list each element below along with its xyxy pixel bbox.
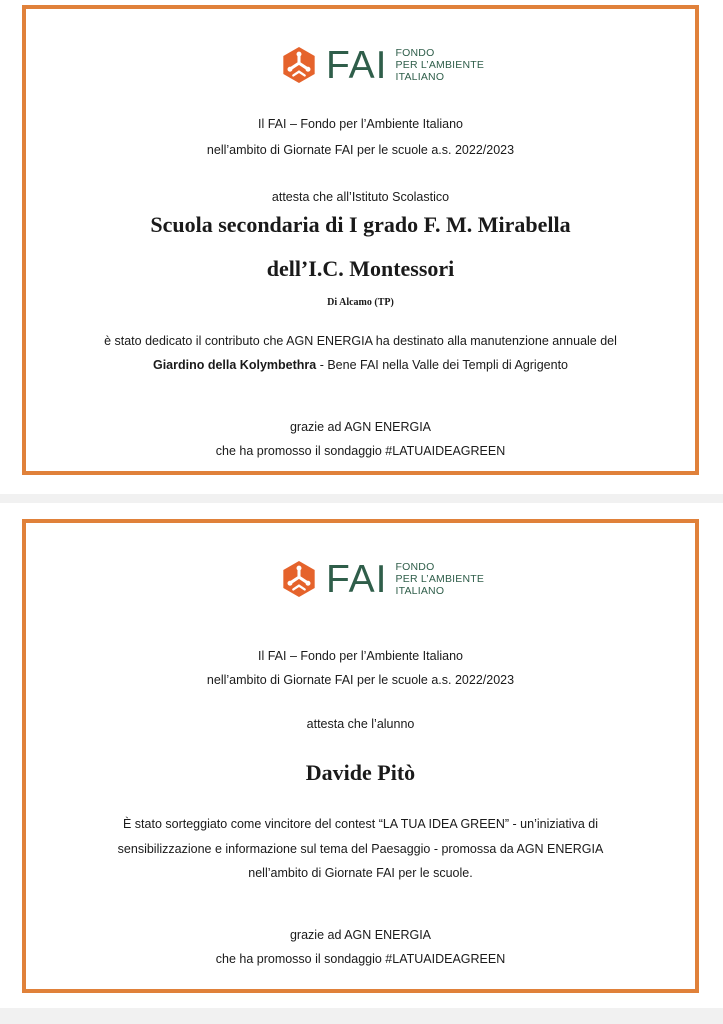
intro-line-1: Il FAI – Fondo per l’Ambiente Italiano	[258, 649, 463, 663]
school-name-line-2: dell’I.C. Montessori	[266, 256, 455, 281]
body-line-1: è stato dedicato il contributo che AGN ENERGIA ha destinato alla manutenzione annuale del	[104, 334, 617, 348]
attest-line: attesta che all’Istituto Scolastico	[271, 190, 450, 204]
certificate-frame	[22, 519, 699, 993]
fai-logo-subtitle	[396, 47, 485, 83]
fai-logo	[280, 557, 484, 601]
student-name: Davide Pitò	[305, 760, 416, 785]
fai-logo	[280, 43, 484, 87]
body-line-2	[26, 357, 695, 373]
fai-logo-subtitle	[396, 561, 485, 597]
fai-sub-line3: ITALIANO	[395, 585, 445, 597]
body-line-1: È stato sorteggiato come vincitore del contest “LA TUA IDEA GREEN” - un’iniziativa di	[123, 817, 598, 831]
body-line-2-rest: - Bene FAI nella Valle dei Templi di Agrigento	[316, 358, 568, 372]
certificate-page-school	[0, 0, 723, 494]
school-location: Di Alcamo (TP)	[327, 297, 394, 308]
thanks-line-2: che ha promosso il sondaggio #LATUAIDEAGREEN	[215, 444, 506, 458]
fai-sub-line3: ITALIANO	[395, 71, 445, 83]
attest-line: attesta che l’alunno	[306, 717, 415, 731]
fai-sub-line1: FONDO	[395, 47, 435, 59]
certificate-frame	[22, 5, 699, 475]
fai-logo-mark-icon	[280, 46, 318, 84]
fai-sub-line1: FONDO	[395, 561, 435, 573]
fai-wordmark: FAI	[326, 557, 388, 601]
body-line-3: nell’ambito di Giornate FAI per le scuole.	[248, 866, 473, 880]
fai-logo-mark-icon	[280, 560, 318, 598]
fai-sub-line2: PER L’AMBIENTE	[395, 59, 485, 71]
fai-sub-line2: PER L’AMBIENTE	[395, 573, 485, 585]
intro-line-1: Il FAI – Fondo per l’Ambiente Italiano	[258, 117, 463, 131]
certificate-page-student	[0, 503, 723, 1008]
thanks-line-2: che ha promosso il sondaggio #LATUAIDEAGREEN	[215, 952, 506, 966]
body-line-2: sensibilizzazione e informazione sul tema del Paesaggio - promossa da AGN ENERGIA	[117, 842, 604, 856]
thanks-line-1: grazie ad AGN ENERGIA	[289, 928, 432, 942]
intro-line-2: nell’ambito di Giornate FAI per le scuole a.s. 2022/2023	[206, 143, 515, 157]
thanks-line-1: grazie ad AGN ENERGIA	[289, 420, 432, 434]
fai-wordmark: FAI	[326, 43, 388, 87]
school-name-line-1: Scuola secondaria di I grado F. M. Mirabella	[150, 212, 571, 237]
intro-line-2: nell’ambito di Giornate FAI per le scuole a.s. 2022/2023	[206, 673, 515, 687]
garden-name: Giardino della Kolymbethra	[152, 358, 317, 372]
